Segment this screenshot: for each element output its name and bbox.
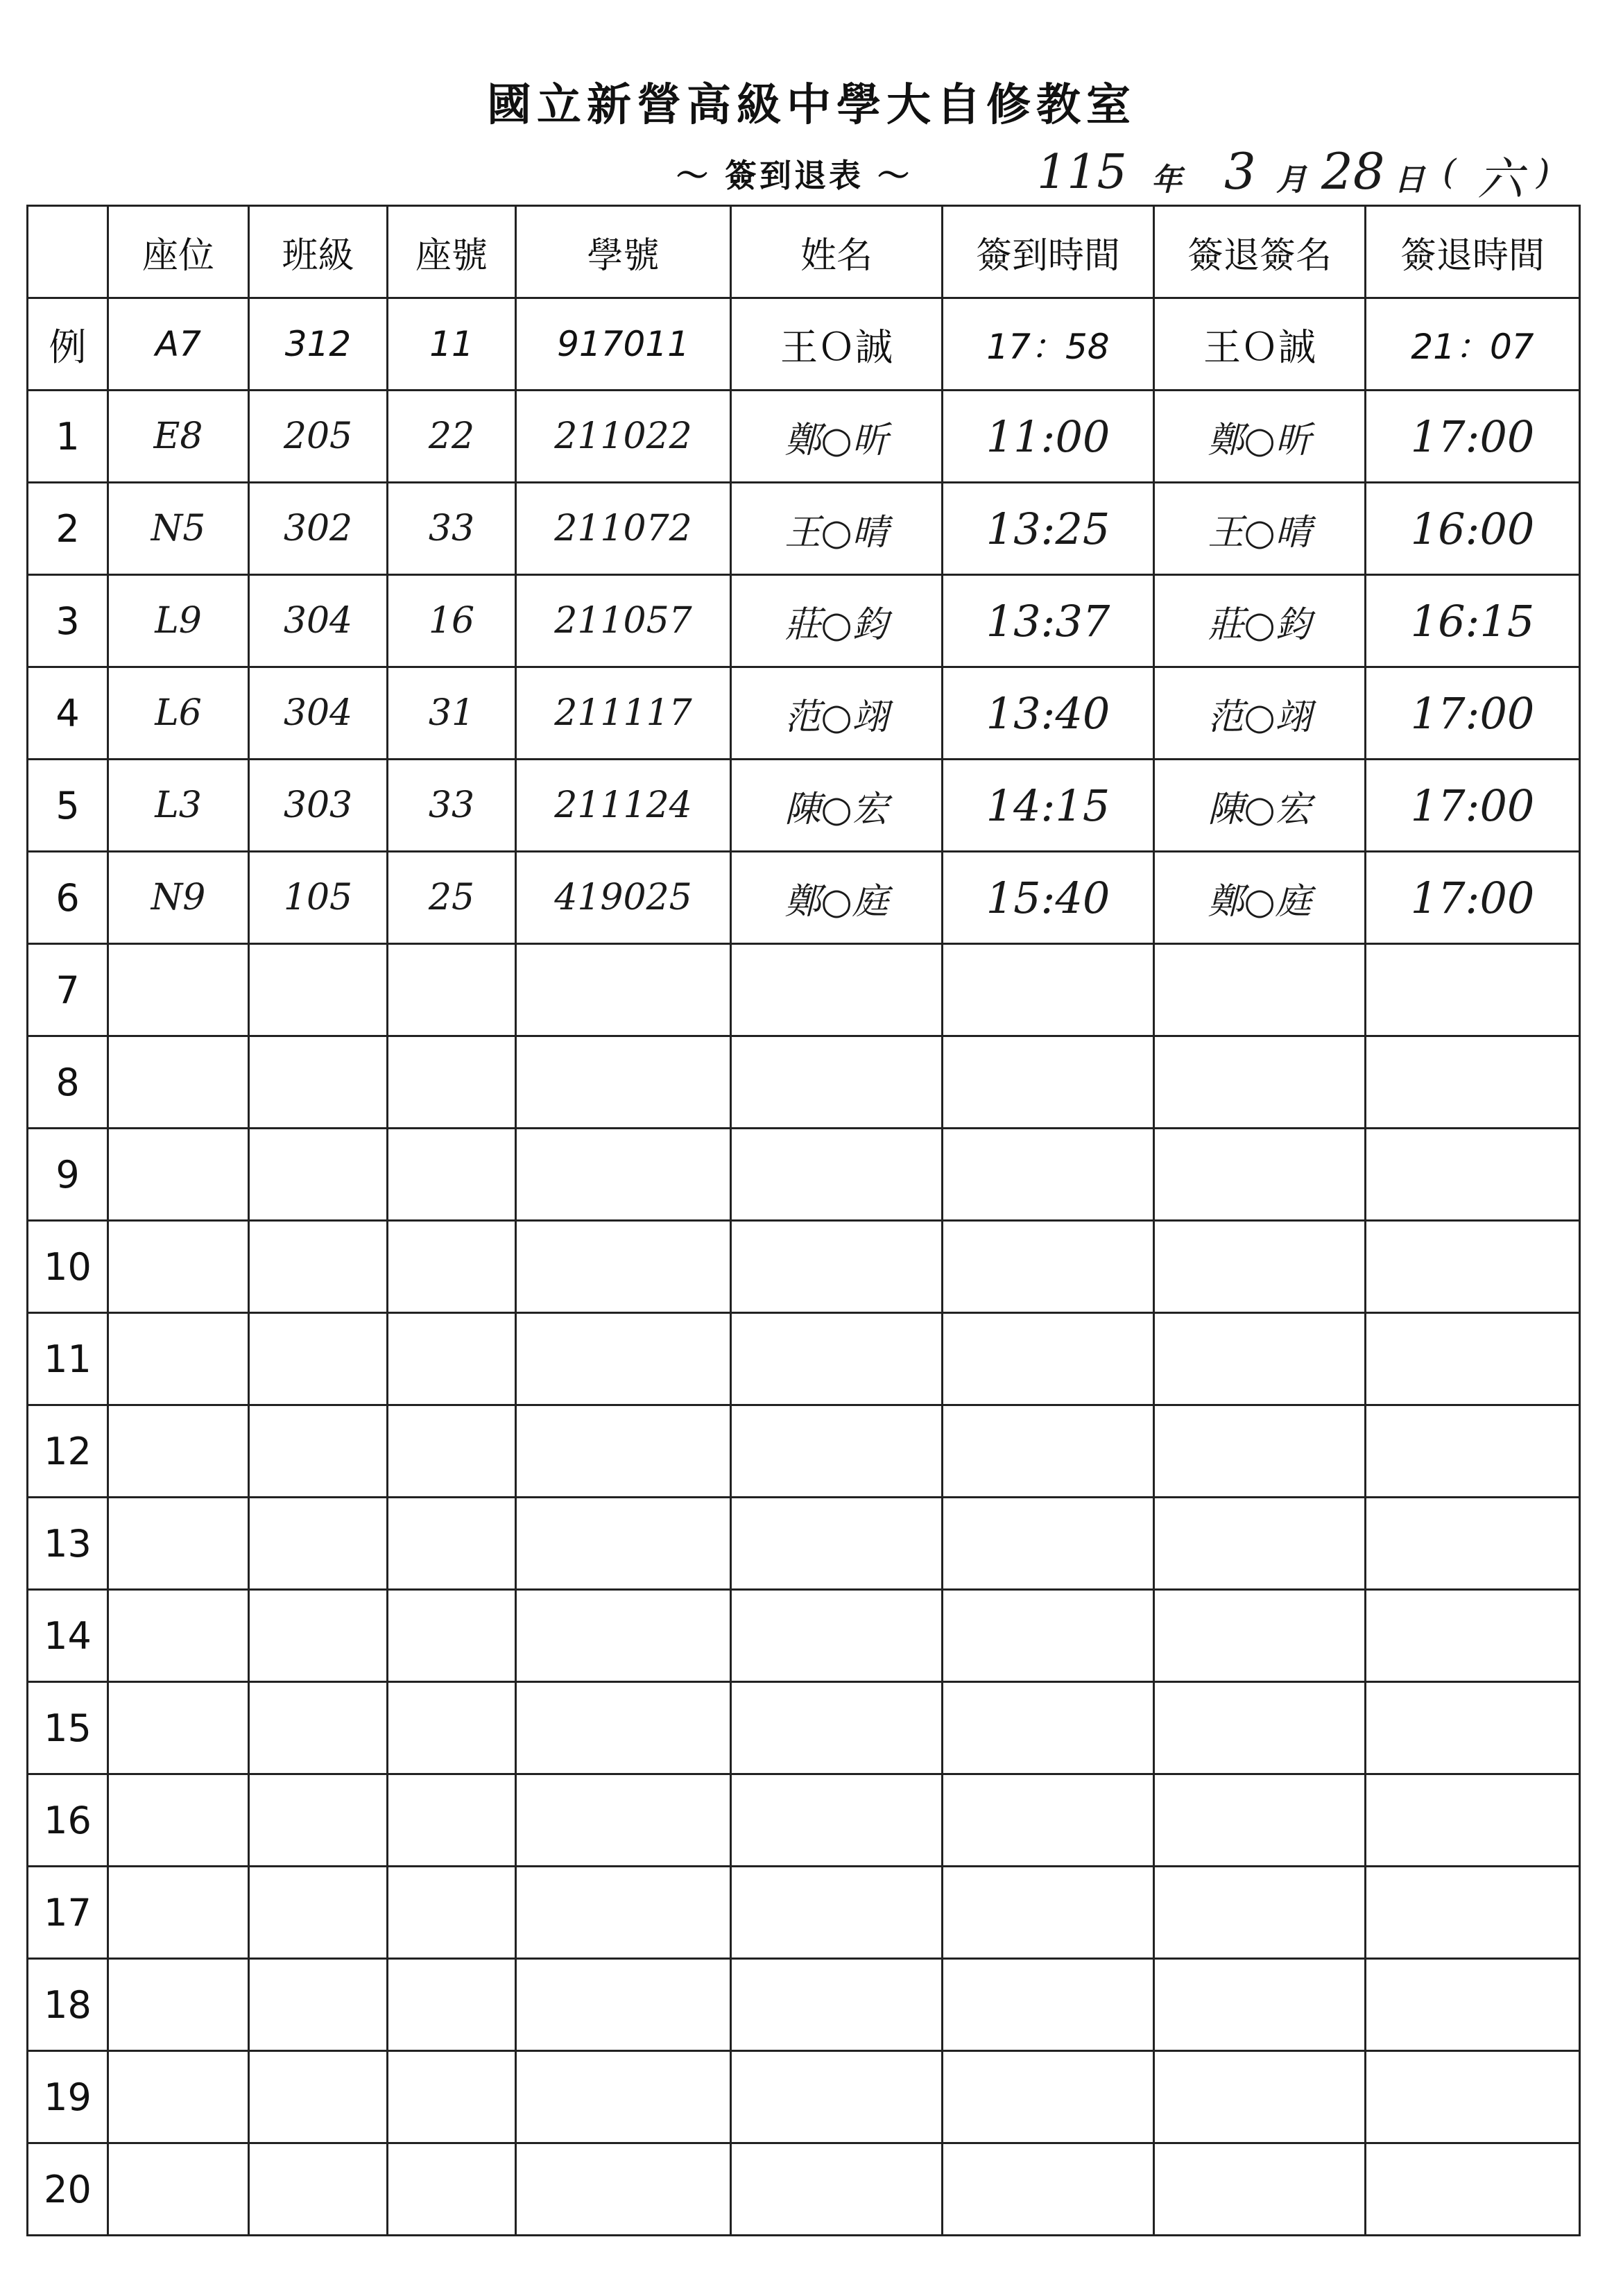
empty-cell: [1154, 1129, 1366, 1221]
table-row: [28, 1221, 1580, 1313]
table-row: [28, 852, 1580, 944]
row-number: 5: [28, 760, 108, 852]
class-cell: 302: [249, 483, 388, 575]
sign-out-name-cell: 鄭○昕: [1154, 391, 1366, 483]
empty-cell: [108, 2051, 249, 2143]
date-month: 3: [1224, 142, 1256, 200]
date-day: 28: [1321, 142, 1385, 200]
sign-in-time-cell: 13:40: [943, 667, 1154, 760]
student-id-cell: 211117: [516, 667, 731, 760]
row-number: 8: [28, 1036, 108, 1129]
header-cell-seat: 座位: [108, 206, 249, 298]
header-cell-sign-in-time: 簽到時間: [943, 206, 1154, 298]
class-cell: 304: [249, 667, 388, 760]
empty-cell: [108, 944, 249, 1036]
example-name: 王Ｏ誠: [731, 298, 943, 391]
row-number: 4: [28, 667, 108, 760]
empty-cell: [1366, 1405, 1580, 1498]
empty-cell: [108, 1498, 249, 1590]
row-number: 12: [28, 1405, 108, 1498]
student-id-cell: 211057: [516, 575, 731, 667]
empty-cell: [108, 1682, 249, 1774]
empty-cell: [1366, 1221, 1580, 1313]
example-student-id: 917011: [516, 298, 731, 391]
empty-cell: [1366, 1590, 1580, 1682]
empty-cell: [731, 1590, 943, 1682]
seat-no-cell: 22: [388, 391, 516, 483]
empty-cell: [388, 2051, 516, 2143]
table-row: [28, 2143, 1580, 2236]
table-row: [28, 944, 1580, 1036]
name-cell: 范○翊: [731, 667, 943, 760]
empty-cell: [388, 1036, 516, 1129]
row-number: 16: [28, 1774, 108, 1867]
empty-cell: [108, 1867, 249, 1959]
row-number: 17: [28, 1867, 108, 1959]
student-id-cell: 211072: [516, 483, 731, 575]
sign-in-table: [26, 205, 1581, 2236]
empty-cell: [1154, 1313, 1366, 1405]
table-row: [28, 1590, 1580, 1682]
empty-cell: [1366, 1498, 1580, 1590]
example-seat: A7: [108, 298, 249, 391]
empty-cell: [1366, 1774, 1580, 1867]
empty-cell: [249, 1959, 388, 2051]
seat-cell: N9: [108, 852, 249, 944]
empty-cell: [516, 1867, 731, 1959]
empty-cell: [108, 1590, 249, 1682]
empty-cell: [731, 944, 943, 1036]
row-number: 14: [28, 1590, 108, 1682]
empty-cell: [516, 1774, 731, 1867]
empty-cell: [388, 2143, 516, 2236]
empty-cell: [1154, 1221, 1366, 1313]
date-year: 115: [1037, 145, 1127, 200]
date-paren-open: (: [1443, 152, 1457, 192]
sign-in-time-cell: 14:15: [943, 760, 1154, 852]
empty-cell: [249, 1036, 388, 1129]
sign-out-time-cell: 17:00: [1366, 391, 1580, 483]
table-row: [28, 483, 1580, 575]
student-id-cell: 211022: [516, 391, 731, 483]
empty-cell: [1366, 1036, 1580, 1129]
empty-cell: [108, 1405, 249, 1498]
header-cell-index: [28, 206, 108, 298]
seat-no-cell: 16: [388, 575, 516, 667]
sign-out-time-cell: 17:00: [1366, 760, 1580, 852]
empty-cell: [1154, 2051, 1366, 2143]
row-number: 19: [28, 2051, 108, 2143]
name-cell: 鄭○昕: [731, 391, 943, 483]
empty-cell: [388, 1498, 516, 1590]
table-row: [28, 760, 1580, 852]
empty-cell: [516, 1036, 731, 1129]
sign-out-time-cell: 16:00: [1366, 483, 1580, 575]
header-cell-sign-out-time: 簽退時間: [1366, 206, 1580, 298]
empty-cell: [1366, 2143, 1580, 2236]
class-cell: 303: [249, 760, 388, 852]
empty-cell: [731, 2051, 943, 2143]
empty-cell: [1154, 944, 1366, 1036]
empty-cell: [388, 1959, 516, 2051]
row-number: 10: [28, 1221, 108, 1313]
example-sign-out-time: 21：07: [1366, 298, 1580, 391]
empty-cell: [249, 1498, 388, 1590]
sign-out-name-cell: 范○翊: [1154, 667, 1366, 760]
empty-cell: [516, 2143, 731, 2236]
example-label: 例: [28, 298, 108, 391]
empty-cell: [1366, 1682, 1580, 1774]
empty-cell: [1154, 1405, 1366, 1498]
row-number: 6: [28, 852, 108, 944]
seat-no-cell: 33: [388, 760, 516, 852]
empty-cell: [516, 1498, 731, 1590]
empty-cell: [388, 1590, 516, 1682]
sign-out-name-cell: 莊○鈞: [1154, 575, 1366, 667]
empty-cell: [1154, 1498, 1366, 1590]
empty-cell: [249, 1405, 388, 1498]
empty-cell: [943, 1959, 1154, 2051]
empty-cell: [388, 1682, 516, 1774]
empty-cell: [249, 2051, 388, 2143]
empty-cell: [731, 1682, 943, 1774]
sign-out-time-cell: 16:15: [1366, 575, 1580, 667]
table-row: [28, 575, 1580, 667]
empty-cell: [249, 1221, 388, 1313]
empty-cell: [943, 2051, 1154, 2143]
empty-cell: [943, 1313, 1154, 1405]
row-number: 18: [28, 1959, 108, 2051]
empty-cell: [516, 1590, 731, 1682]
header-cell-student-id: 學號: [516, 206, 731, 298]
class-cell: 304: [249, 575, 388, 667]
empty-cell: [1154, 1959, 1366, 2051]
seat-cell: L9: [108, 575, 249, 667]
table-row: [28, 1682, 1580, 1774]
empty-cell: [1154, 1036, 1366, 1129]
sign-out-time-cell: 17:00: [1366, 852, 1580, 944]
empty-cell: [108, 1036, 249, 1129]
empty-cell: [731, 1313, 943, 1405]
table-row: [28, 1774, 1580, 1867]
example-class: 312: [249, 298, 388, 391]
form-subtitle: ～ 簽到退表 ～: [676, 157, 913, 194]
table-row: [28, 1036, 1580, 1129]
name-cell: 陳○宏: [731, 760, 943, 852]
empty-cell: [943, 1129, 1154, 1221]
empty-cell: [731, 2143, 943, 2236]
row-number: 13: [28, 1498, 108, 1590]
empty-cell: [943, 1221, 1154, 1313]
empty-cell: [516, 1405, 731, 1498]
example-row: [28, 298, 1580, 391]
empty-cell: [731, 1405, 943, 1498]
date-day-label: 日: [1394, 162, 1425, 198]
empty-cell: [731, 1221, 943, 1313]
sign-in-time-cell: 11:00: [943, 391, 1154, 483]
header-row: [28, 206, 1580, 298]
seat-cell: E8: [108, 391, 249, 483]
date-line: [0, 142, 1623, 205]
empty-cell: [108, 1129, 249, 1221]
table-row: [28, 1129, 1580, 1221]
empty-cell: [943, 944, 1154, 1036]
student-id-cell: 211124: [516, 760, 731, 852]
empty-cell: [388, 1221, 516, 1313]
empty-cell: [249, 1590, 388, 1682]
empty-cell: [731, 1959, 943, 2051]
class-cell: 205: [249, 391, 388, 483]
header-cell-seat-no: 座號: [388, 206, 516, 298]
seat-no-cell: 25: [388, 852, 516, 944]
header-cell-sign-out-name: 簽退簽名: [1154, 206, 1366, 298]
sign-in-time-cell: 13:25: [943, 483, 1154, 575]
table-row: [28, 1867, 1580, 1959]
empty-cell: [1366, 1129, 1580, 1221]
example-sign-out-name: 王Ｏ誠: [1154, 298, 1366, 391]
empty-cell: [1154, 1774, 1366, 1867]
example-seat-no: 11: [388, 298, 516, 391]
date-month-label: 月: [1276, 162, 1307, 198]
table-row: [28, 391, 1580, 483]
empty-cell: [108, 2143, 249, 2236]
empty-cell: [108, 1959, 249, 2051]
sign-in-time-cell: 13:37: [943, 575, 1154, 667]
empty-cell: [1366, 1959, 1580, 2051]
empty-cell: [731, 1498, 943, 1590]
name-cell: 鄭○庭: [731, 852, 943, 944]
sign-out-name-cell: 王○晴: [1154, 483, 1366, 575]
empty-cell: [943, 1867, 1154, 1959]
example-sign-in-time: 17：58: [943, 298, 1154, 391]
empty-cell: [388, 1129, 516, 1221]
row-number: 11: [28, 1313, 108, 1405]
empty-cell: [943, 1590, 1154, 1682]
empty-cell: [516, 944, 731, 1036]
row-number: 1: [28, 391, 108, 483]
empty-cell: [249, 1774, 388, 1867]
name-cell: 莊○鈞: [731, 575, 943, 667]
empty-cell: [388, 944, 516, 1036]
row-number: 20: [28, 2143, 108, 2236]
empty-cell: [943, 1774, 1154, 1867]
empty-cell: [388, 1405, 516, 1498]
table-row: [28, 1498, 1580, 1590]
empty-cell: [1366, 2051, 1580, 2143]
table-row: [28, 667, 1580, 760]
class-cell: 105: [249, 852, 388, 944]
seat-no-cell: 31: [388, 667, 516, 760]
table-row: [28, 1959, 1580, 2051]
empty-cell: [731, 1774, 943, 1867]
row-number: 2: [28, 483, 108, 575]
table-row: [28, 1313, 1580, 1405]
empty-cell: [249, 944, 388, 1036]
date-paren-close: ): [1536, 152, 1550, 192]
empty-cell: [1366, 1313, 1580, 1405]
empty-cell: [943, 1405, 1154, 1498]
empty-cell: [1366, 1867, 1580, 1959]
sign-out-name-cell: 鄭○庭: [1154, 852, 1366, 944]
empty-cell: [249, 1129, 388, 1221]
empty-cell: [516, 1129, 731, 1221]
empty-cell: [943, 1036, 1154, 1129]
empty-cell: [731, 1129, 943, 1221]
empty-cell: [516, 1313, 731, 1405]
empty-cell: [516, 1959, 731, 2051]
empty-cell: [731, 1867, 943, 1959]
empty-cell: [1154, 1682, 1366, 1774]
seat-cell: L3: [108, 760, 249, 852]
empty-cell: [943, 2143, 1154, 2236]
date-year-label: 年: [1151, 162, 1182, 198]
name-cell: 王○晴: [731, 483, 943, 575]
empty-cell: [249, 1867, 388, 1959]
empty-cell: [1154, 1867, 1366, 1959]
empty-cell: [943, 1682, 1154, 1774]
student-id-cell: 419025: [516, 852, 731, 944]
empty-cell: [1366, 944, 1580, 1036]
seat-cell: N5: [108, 483, 249, 575]
date-weekday: 六: [1477, 153, 1523, 206]
empty-cell: [108, 1221, 249, 1313]
empty-cell: [516, 1682, 731, 1774]
page-title: 國立新營高級中學大自修教室: [487, 79, 1136, 131]
seat-cell: L6: [108, 667, 249, 760]
empty-cell: [1154, 1590, 1366, 1682]
sign-out-time-cell: 17:00: [1366, 667, 1580, 760]
empty-cell: [388, 1774, 516, 1867]
seat-no-cell: 33: [388, 483, 516, 575]
empty-cell: [388, 1313, 516, 1405]
empty-cell: [388, 1867, 516, 1959]
row-number: 9: [28, 1129, 108, 1221]
empty-cell: [249, 1682, 388, 1774]
table-row: [28, 2051, 1580, 2143]
sign-in-time-cell: 15:40: [943, 852, 1154, 944]
empty-cell: [943, 1498, 1154, 1590]
row-number: 3: [28, 575, 108, 667]
empty-cell: [731, 1036, 943, 1129]
header-cell-class: 班級: [249, 206, 388, 298]
row-number: 15: [28, 1682, 108, 1774]
empty-cell: [516, 1221, 731, 1313]
table-row: [28, 1405, 1580, 1498]
header-cell-name: 姓名: [731, 206, 943, 298]
empty-cell: [516, 2051, 731, 2143]
empty-cell: [1154, 2143, 1366, 2236]
empty-cell: [108, 1774, 249, 1867]
empty-cell: [249, 2143, 388, 2236]
sign-out-name-cell: 陳○宏: [1154, 760, 1366, 852]
empty-cell: [249, 1313, 388, 1405]
row-number: 7: [28, 944, 108, 1036]
empty-cell: [108, 1313, 249, 1405]
